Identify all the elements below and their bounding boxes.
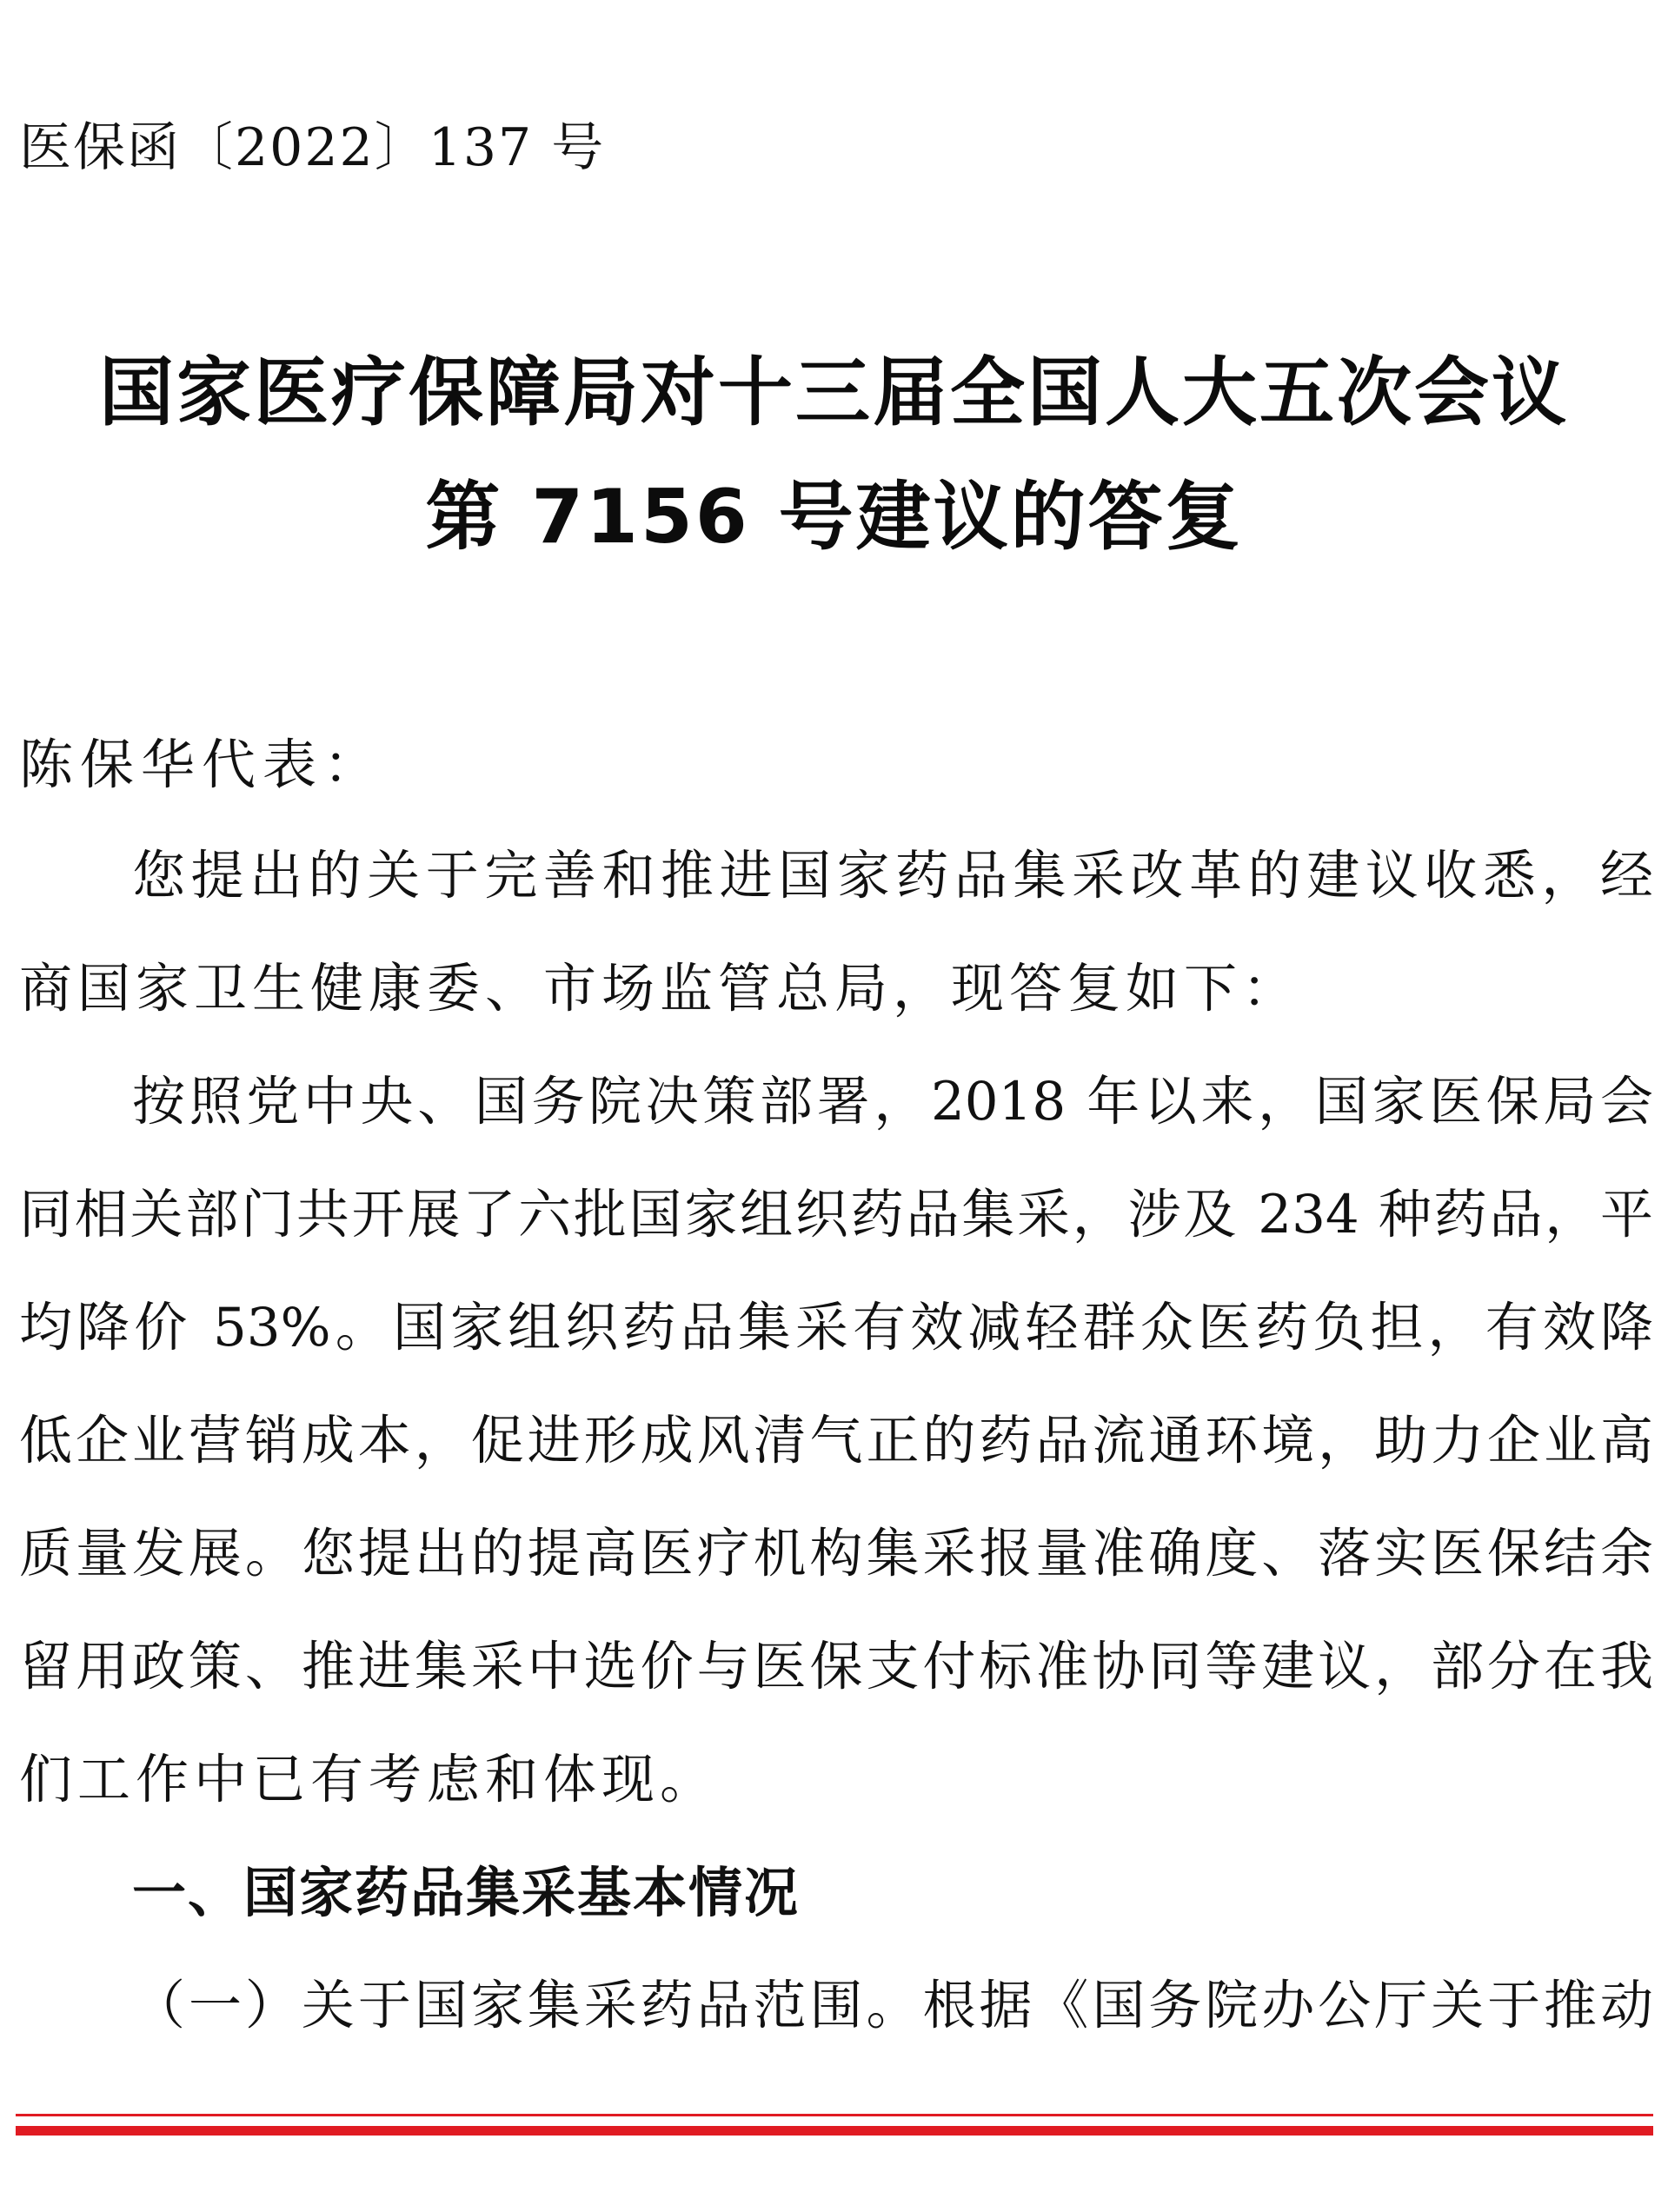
paragraph-line: 商国家卫生健康委、市场监管总局，现答复如下： (19, 958, 1301, 1020)
salutation: 陈保华代表： (19, 733, 385, 796)
doc-number: 医保函〔2022〕137 号 (19, 117, 606, 178)
paragraph-line: 同相关部门共开展了六批国家组织药品集采，涉及 234 种药品，平 (19, 1184, 1653, 1245)
paragraph-line: 按照党中央、国务院决策部署，2018 年以来，国家医保局会 (132, 1071, 1653, 1133)
document-title-line-1: 国家医疗保障局对十三届全国人大五次会议 (99, 349, 1569, 436)
paragraph-line: 质量发展。您提出的提高医疗机构集采报量准确度、落实医保结余 (19, 1523, 1653, 1584)
paragraph-line: 们工作中已有考虑和体现。 (19, 1749, 719, 1810)
footer-rule-thick (16, 2126, 1653, 2136)
section-heading: 一、国家药品集采基本情况 (132, 1861, 801, 1924)
paragraph-line: 低企业营销成本，促进形成风清气正的药品流通环境，助力企业高 (19, 1410, 1653, 1471)
paragraph-line: 均降价 53%。国家组织药品集采有效减轻群众医药负担，有效降 (19, 1297, 1653, 1358)
paragraph-line: 您提出的关于完善和推进国家药品集采改革的建议收悉，经 (132, 845, 1653, 907)
document-title-line-2: 第 7156 号建议的答复 (425, 474, 1243, 561)
paragraph-line: 留用政策、推进集采中选价与医保支付标准协同等建议，部分在我 (19, 1636, 1653, 1697)
footer-rule-thin (16, 2114, 1653, 2116)
subsection-line: （一）关于国家集采药品范围。根据《国务院办公厅关于推动 (132, 1975, 1653, 2036)
